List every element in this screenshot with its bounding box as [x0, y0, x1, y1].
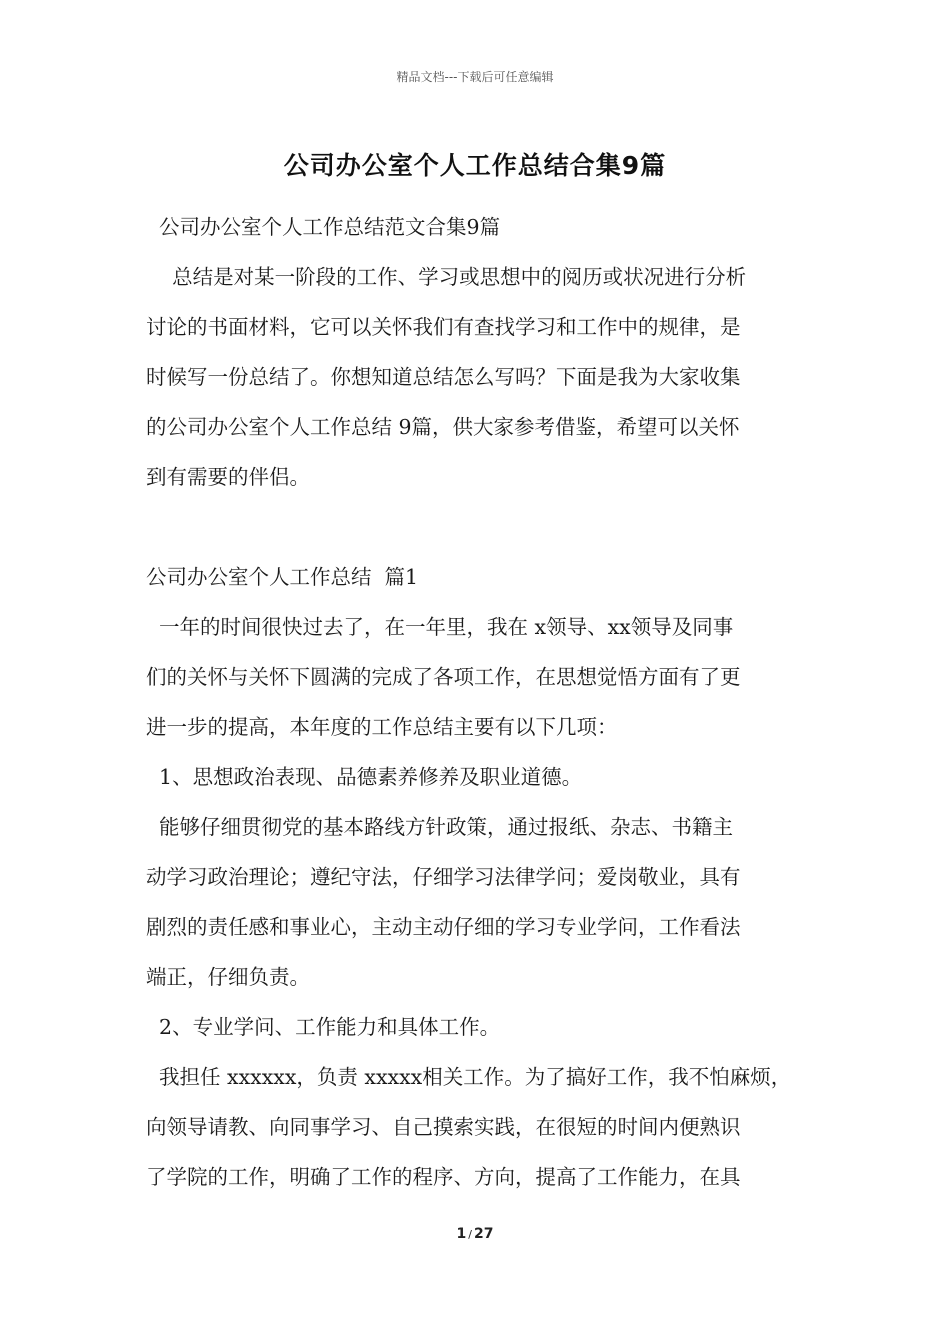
- body-line: 动学习政治理论；遵纪守法，仔细学习法律学问；爱岗敬业，具有: [146, 865, 741, 889]
- list-item-heading: 1、思想政治表现、品德素养修养及职业道德。: [146, 765, 583, 789]
- body-line: 了学院的工作，明确了工作的程序、方向，提高了工作能力，在具: [146, 1165, 741, 1189]
- header-note: 精品文档---下载后可任意编辑: [396, 70, 554, 84]
- body-line: 进一步的提高，本年度的工作总结主要有以下几项：: [146, 715, 618, 739]
- paragraph-spacer: [146, 502, 806, 552]
- page-number: [0, 1226, 950, 1242]
- body-line: 讨论的书面材料，它可以关怀我们有查找学习和工作中的规律，是: [146, 315, 741, 339]
- body-line: 到有需要的伴侣。: [146, 465, 310, 489]
- section-heading: 公司办公室个人工作总结 篇1: [146, 565, 419, 589]
- subtitle-line: 公司办公室个人工作总结范文合集9篇: [146, 215, 501, 239]
- document-body: [146, 202, 806, 1202]
- list-item-heading: 2、专业学问、工作能力和具体工作。: [146, 1015, 501, 1039]
- body-line: 端正，仔细负责。: [146, 965, 310, 989]
- body-line: 们的关怀与关怀下圆满的完成了各项工作，在思想觉悟方面有了更: [146, 665, 741, 689]
- page-total: 27: [473, 1226, 494, 1242]
- page-current: 1: [456, 1226, 467, 1242]
- page-separator: /: [468, 1228, 472, 1241]
- body-line: 时候写一份总结了。你想知道总结怎么写吗？下面是我为大家收集: [146, 365, 741, 389]
- document-title: 公司办公室个人工作总结合集9篇: [283, 151, 667, 180]
- body-line: 能够仔细贯彻党的基本路线方针政策，通过报纸、杂志、书籍主: [146, 815, 734, 839]
- body-line: 向领导请教、向同事学习、自己摸索实践，在很短的时间内便熟识: [146, 1115, 741, 1139]
- body-line: 总结是对某一阶段的工作、学习或思想中的阅历或状况进行分析: [146, 265, 747, 289]
- body-line: 的公司办公室个人工作总结 9篇，供大家参考借鉴，希望可以关怀: [146, 415, 740, 439]
- body-line: 一年的时间很快过去了，在一年里，我在 x领导、xx领导及同事: [146, 615, 734, 639]
- body-line: 剧烈的责任感和事业心，主动主动仔细的学习专业学问，工作看法: [146, 915, 741, 939]
- body-line: 我担任 xxxxxx，负责 xxxxx相关工作。为了搞好工作，我不怕麻烦，: [146, 1065, 792, 1089]
